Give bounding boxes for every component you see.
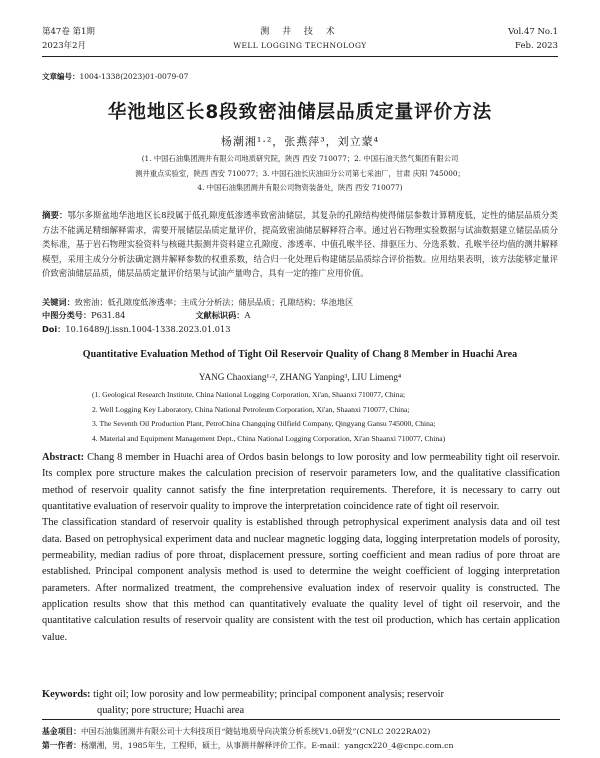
affiliation-line: (1. Geological Research Institute, China National Logging Corporation, Xi'an, Shaanxi 710077, China; [92,390,406,399]
fund-note [42,725,560,739]
clc-label: 中图分类号： [42,310,92,320]
author-note [42,739,560,753]
date-en: Feb. 2023 [515,41,558,51]
authors-cn: 杨潮湘¹·²，张燕萍³，刘立蒙⁴ [220,135,380,148]
running-header [42,26,558,57]
doi-label: Doi： [42,324,66,334]
abstract-en-p1: Chang 8 member in Huachi area of Ordos basin belongs to low porosity and low permeability tight oil reservoir. Its complex pore structure makes the calculation precision of reservoir parameters low, and the qualitative classification method of reservoir quality cannot satisfy the fine interpretation requirements. Therefore, it is necessary to carry out quantitative evaluation of reservoir quality to improve the interpretation coincidence rate of tight oil reservoir. [42,452,560,513]
classification [42,309,558,322]
keywords-en [42,687,560,720]
journal-name-en: WELL LOGGING TECHNOLOGY [233,41,367,50]
abstract-en-paragraph: The classification standard of reservoir quality is established through petrophysical experiment analysis data and oil test data. Based on petrophysical experiment data and nuclear magnetic logging data, logging interpretation models of porosity, permeability, median radius of pore throat, displacement pressure, sorting coefficient and mean radius of pore throat are established. Principal component analysis method is used to determine the weight coefficient of logging interpretation parameters. After normalized treatment, the comprehensive evaluation index of reservoir quality is constructed. The application results show that this method can quantitatively evaluate the quality level of tight oil reservoir, and the quantitative calculation results of reservoir quality are consistent with the test oil production, which has certain application value. [42,517,560,643]
clc-value: P631.84 [91,310,126,320]
doc-code-value: A [244,310,251,320]
paper-title-cn: 华池地区长8段致密油储层品质定量评价方法 [107,102,493,123]
doi-value: 10.16489/j.issn.1004-1338.2023.01.013 [65,324,231,334]
fund-label: 基金项目： [42,727,81,736]
abstract-en [42,450,560,646]
keywords-en-line1: tight oil; low porosity and low permeability; principal component analysis; reservoir [90,689,444,700]
volume-issue-en: Vol.47 No.1 [508,27,558,37]
abstract-cn [42,208,558,281]
keywords-cn-text: 致密油；低孔隙度低渗透率；主成分分析法；储层品质；孔隙结构；华池地区 [74,297,354,307]
doi [42,323,558,336]
abstract-en-label: Abstract: [42,452,85,463]
author-label: 第一作者： [42,741,81,750]
affiliation-line: 测井重点实验室，陕西 西安 710077；3. 中国石油长庆油田分公司第七采油厂，甘肃 庆阳 745000； [135,168,465,178]
date-cn: 2023年2月 [42,41,87,51]
abstract-en-paragraph [42,450,560,515]
affiliation-line: (1. 中国石油集团测井有限公司地质研究院，陕西 西安 710077；2. 中国石油天然气集团有限公司 [141,154,459,163]
article-number-value: 1004-1338(2023)01-0079-07 [79,72,189,81]
paper-title-en: Quantitative Evaluation Method of Tight Oil Reservoir Quality of Chang 8 Member in Huachi Area [82,349,518,360]
keywords-cn-label: 关键词： [42,297,75,307]
authors-en: YANG Chaoxiang¹·², ZHANG Yanping³, LIU Limeng⁴ [198,372,402,382]
journal-name-cn: 测 井 技 术 [260,27,340,37]
affiliations-en [92,388,540,446]
abstract-cn-label: 摘要： [42,210,68,220]
affiliation-line: 3. The Seventh Oil Production Plant, PetroChina Changqing Oilfield Company, Qingyang Gansu 745000, China; [92,419,436,428]
keywords-en-line2: quality; pore structure; Huachi area [97,705,245,717]
affiliation-line: 2. Well Logging Key Laboratory, China National Petroleum Corporation, Xi'an, Shaanxi 710077, China; [92,404,410,414]
affiliation-line: 4. Material and Equipment Management Dept., China National Logging Corporation, Xi'an Shaanxi 710077, China) [92,433,446,443]
article-number-label: 文章编号： [42,72,80,81]
keywords-cn [42,296,558,309]
doc-code-label: 文献标识码： [195,310,245,320]
abstract-cn-text: 鄂尔多斯盆地华池地区长8段属于低孔隙度低渗透率致密油储层，其复杂的孔隙结构使得储层参数计算精度低，定性的储层品质分类方法不能满足精细解释需求，需要开展储层品质定量评价，提高致密油储层解释符合率。通过岩石物理实验数据与试油数据建立储层品质分类标准，基于岩石物理实验资料与核磁共振测井资料建立孔隙度、渗透率、中值孔喉半径、排驱压力、分选系数、孔喉半径均值的测井解释模型，采用主成分分析法确定测井解释参数的权重系数，结合归一化处理后构建储层品质综合评价指数。应用结果表明，该方法能够定量评价致密油储层品质，储层品质定量评价结果与试油产量吻合，具有一定的推广应用价值。 [42,210,559,279]
fund-text: 中国石油集团测井有限公司十大科技项目“随钻地质导向决策分析系统V1.0研发”(CNLC 2022RA02) [80,727,431,736]
keywords-en-label: Keywords: [42,689,91,700]
author-text: 杨潮湘，男，1985年生，工程师，硕士，从事测井解释评价工作。E-mail：yangcx220_4@cnpc.com.cn [80,741,454,750]
affiliation-line: 4. 中国石油集团测井有限公司物资装备处，陕西 西安 710077) [197,183,403,192]
affiliations-cn [40,152,560,196]
article-number [42,71,188,82]
volume-issue-cn: 第47卷 第1期 [42,27,95,37]
footnotes [42,719,560,753]
